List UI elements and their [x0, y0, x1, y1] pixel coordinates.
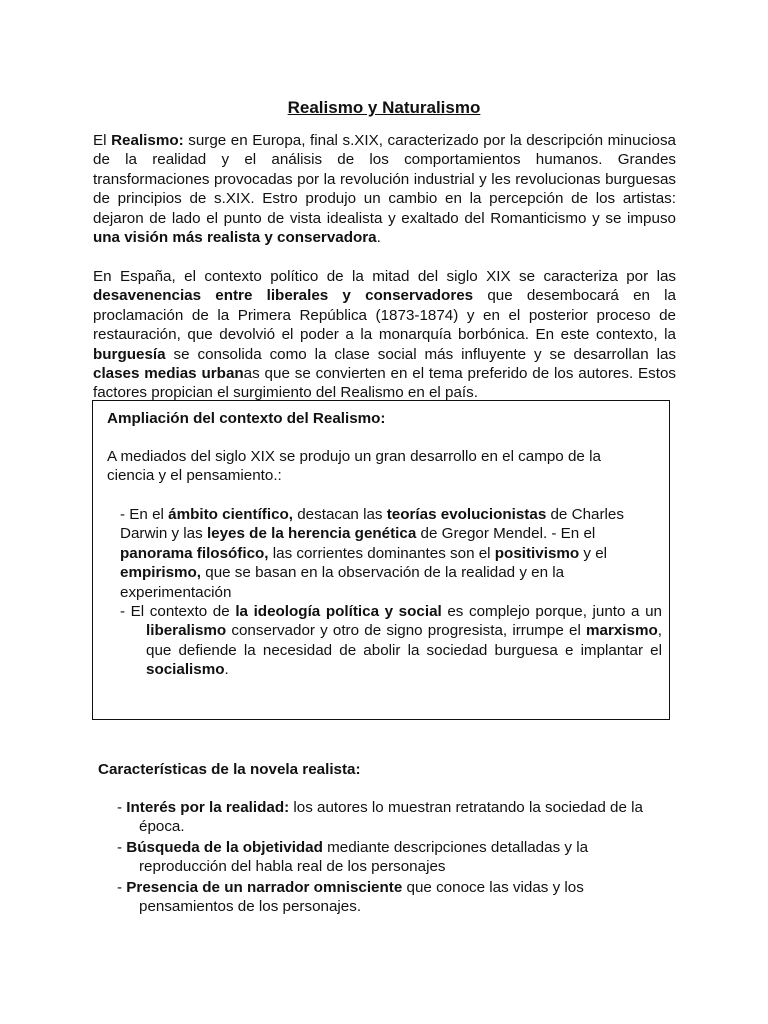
text: El — [93, 132, 112, 149]
text: as que se convierten en el tema preferido de los autores. Estos factores propician el surgimiento del Realismo en el país. — [93, 365, 677, 402]
bold-term: clases medias urban — [93, 365, 244, 383]
text: de Gregor Mendel. - En el — [416, 525, 596, 543]
list-item — [117, 878, 677, 917]
intro-paragraph-realismo — [93, 131, 676, 247]
section-title: Características de la novela realista: — [98, 761, 361, 778]
box-title: Ampliación del contexto del Realismo: — [107, 410, 386, 427]
box-list — [120, 505, 662, 680]
bold-term: leyes de la herencia genética — [206, 525, 417, 543]
list-item — [117, 838, 677, 877]
intro-paragraph-espana — [93, 267, 676, 403]
bold-term: Presencia de un narrador omnisciente — [126, 878, 403, 896]
dash: - — [117, 799, 127, 816]
bold-term: teorías evolucionistas — [386, 506, 547, 523]
text: surge en Europa, final s.XIX, caracterizado por la descripción minuciosa de la realidad y el análisis de los comportamientos humanos. Grandes transformaciones provocadas por la revolución industrial y les revolucionas burguesas de principios de s.XIX. Estro produjo un cambio en la percepción de los artistas: dejaron de lado el punto de vista idealista y exaltado del Romanticismo y se impuso — [93, 132, 676, 227]
text: es complejo porque, junto a un — [441, 603, 663, 621]
text: - El contexto de — [120, 603, 236, 621]
text: que conoce las vidas y los pensamientos de los personajes. — [139, 878, 584, 916]
page-title: Realismo y Naturalismo — [287, 98, 481, 118]
text: y el — [579, 544, 608, 562]
text: - En el — [120, 506, 169, 523]
bold-term: desavenencias entre liberales y conservadores — [93, 287, 474, 305]
bold-term: liberalismo — [146, 622, 227, 640]
dash: - — [117, 838, 127, 856]
text: se consolida como la clase social más influyente y se desarrollan las — [165, 345, 676, 363]
dash: - — [117, 878, 127, 896]
text: . — [224, 661, 229, 679]
text: los autores lo muestran retratando la sociedad de la época. — [139, 799, 643, 836]
text: de Charles Darwin y las — [120, 506, 624, 543]
bold-term: Interés por la realidad: — [126, 799, 290, 816]
text: las corrientes dominantes son el — [268, 544, 495, 562]
text: En España, el contexto político de la mitad del siglo XIX se caracteriza por las — [93, 268, 676, 285]
bold-term: panorama filosófico, — [120, 544, 269, 562]
bold-term: Búsqueda de la objetividad — [126, 838, 323, 856]
context-box — [92, 400, 670, 720]
text: destacan las — [293, 506, 387, 523]
bold-term: empirismo, — [120, 564, 202, 582]
box-intro: A mediados del siglo XIX se produjo un gran desarrollo en el campo de la ciencia y el pensamiento.: — [107, 448, 601, 485]
bold-term: burguesía — [93, 345, 166, 363]
bold-term: socialismo — [146, 661, 225, 679]
bold-term: marxismo — [586, 622, 658, 640]
text: que desembocará en la proclamación de la Primera República (1873-1874) y en el posterior proceso de restauración, que devolvió el poder a la monarquía borbónica. En este contexto, la — [93, 287, 676, 344]
list-item — [117, 798, 677, 837]
text: conservador y otro de signo progresista, irrumpe el — [226, 622, 586, 640]
characteristics-list — [117, 798, 677, 917]
bold-term: positivismo — [494, 544, 580, 562]
bold-term: ámbito científico, — [168, 506, 294, 523]
text: . — [376, 229, 381, 247]
list-item — [120, 602, 662, 680]
list-item — [120, 505, 662, 602]
bold-term: la ideología política y social — [235, 603, 442, 621]
bold-term: Realismo: — [111, 132, 184, 149]
bold-term: una visión más realista y conservadora — [93, 229, 377, 247]
text: que se basan en la observación de la realidad y en la experimentación — [120, 564, 565, 601]
text: , que defiende la necesidad de abolir la sociedad burguesa e implantar el — [146, 622, 662, 659]
text: mediante descripciones detalladas y la reproducción del habla real de los personajes — [139, 838, 589, 876]
